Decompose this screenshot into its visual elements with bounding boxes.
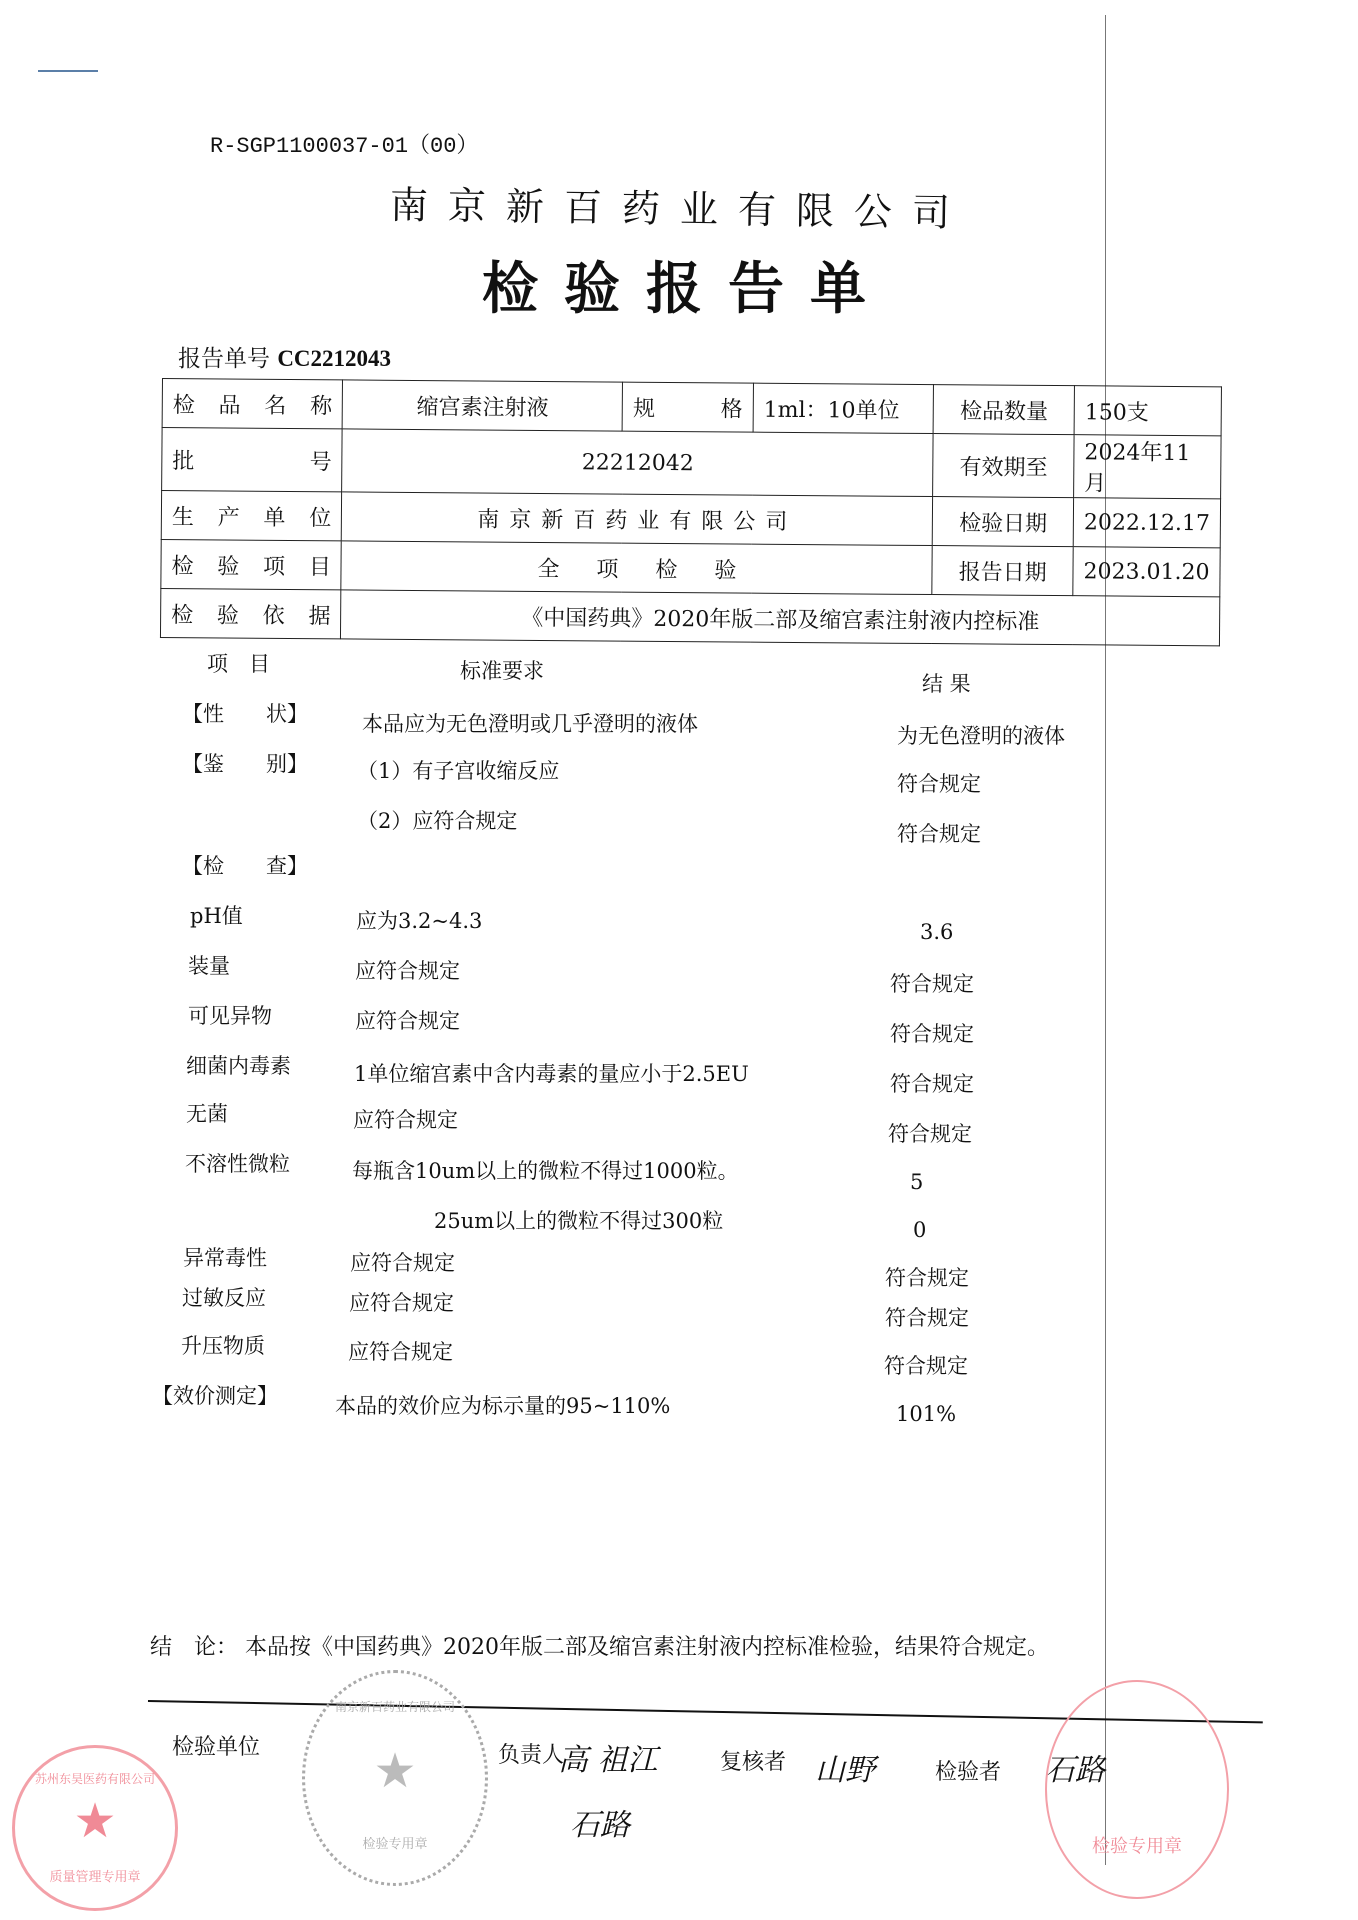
result-value: 符合规定: [885, 1266, 969, 1290]
result-item: 【鉴 别】: [182, 752, 308, 776]
header-result: 结 果: [922, 672, 971, 696]
stamp-bottom-text: 检验专用章: [362, 1837, 428, 1852]
center-gray-stamp: [302, 1670, 488, 1886]
report-number: [178, 340, 391, 373]
table-row: [161, 539, 1220, 596]
result-standard: （1）有子宫收缩反应: [357, 759, 560, 783]
manufacturer-value: 南京新百药业有限公司: [342, 492, 933, 546]
expiry-value: 2024年11月: [1074, 435, 1221, 499]
result-standard: 25um以上的微粒不得过300粒: [434, 1209, 724, 1233]
result-item: 异常毒性: [183, 1246, 267, 1270]
page-title: 检验报告单: [482, 256, 892, 322]
reviewer-label: 复核者: [720, 1750, 787, 1775]
test-date-value: 2022.12.17: [1073, 498, 1220, 548]
report-number-label: 报告单号: [178, 346, 270, 372]
info-table: [160, 378, 1222, 646]
test-item-value: 全 项 检 验: [341, 541, 932, 595]
left-red-stamp: [12, 1745, 178, 1911]
result-value: 符合规定: [890, 1072, 974, 1096]
result-value: 为无色澄明的液体: [897, 724, 1065, 748]
result-standard: 本品的效价应为标示量的95~110%: [335, 1394, 671, 1418]
scan-fold-line: [1105, 15, 1106, 1865]
result-value: 101%: [896, 1402, 957, 1426]
stamp-top-text: 南京新百药业有限公司: [334, 1700, 455, 1714]
responsible-label: 负责人: [498, 1743, 565, 1768]
company-name: 南京新百药业有限公司: [389, 182, 971, 236]
spec-value: 1ml：10单位: [753, 383, 934, 433]
result-standard: 每瓶含10um以上的微粒不得过1000粒。: [352, 1159, 739, 1183]
report-date-label: 报告日期: [932, 546, 1073, 596]
test-item-label: 检验项目: [161, 539, 342, 589]
result-item: 【性 状】: [182, 702, 308, 726]
table-row: [162, 428, 1221, 499]
pen-mark: [38, 58, 98, 72]
stamp-bottom-text: 质量管理专用章: [49, 1870, 141, 1885]
result-value: 符合规定: [890, 1022, 974, 1046]
table-row: [162, 379, 1221, 436]
result-value: 符合规定: [890, 972, 974, 996]
responsible-signature: 高 祖江: [558, 1743, 658, 1778]
result-standard: 应符合规定: [349, 1291, 454, 1315]
expiry-label: 有效期至: [933, 434, 1074, 498]
result-value: 5: [910, 1170, 924, 1194]
result-standard: 应符合规定: [355, 1009, 460, 1033]
result-standard: 应为3.2~4.3: [356, 909, 483, 933]
result-standard: 1单位缩宫素中含内毒素的量应小于2.5EU: [354, 1062, 749, 1086]
result-item: 细菌内毒素: [186, 1054, 291, 1078]
result-standard: 应符合规定: [355, 959, 460, 983]
quantity-value: 150支: [1074, 386, 1221, 436]
result-value: 符合规定: [885, 1306, 969, 1330]
basis-label: 检验依据: [160, 588, 341, 638]
document-code: R-SGP1100037-01（00）: [210, 134, 479, 159]
result-value: 符合规定: [897, 772, 981, 796]
result-item: 升压物质: [181, 1334, 265, 1358]
extra-signature: 石路: [570, 1808, 630, 1843]
reviewer-signature: 山野: [815, 1753, 875, 1788]
spec-label: 规格: [622, 382, 753, 432]
report-number-value: CC2212043: [277, 346, 392, 371]
report-date-value: 2023.01.20: [1073, 547, 1220, 597]
result-standard: （2）应符合规定: [357, 809, 518, 833]
result-item: 装量: [188, 954, 230, 978]
result-item: 不溶性微粒: [185, 1152, 290, 1176]
result-value: 符合规定: [888, 1122, 972, 1146]
header-standard: 标准要求: [460, 659, 544, 683]
right-red-stamp: [1045, 1680, 1229, 1899]
conclusion: [150, 1630, 1049, 1661]
inspector-signature: 石路: [1045, 1753, 1105, 1788]
result-standard: 本品应为无色澄明或几乎澄明的液体: [362, 712, 698, 736]
result-item: 【效价测定】: [152, 1384, 278, 1408]
result-standard: 应符合规定: [350, 1251, 455, 1275]
result-item: 过敏反应: [182, 1286, 266, 1310]
result-item: pH值: [190, 904, 243, 928]
result-value: 符合规定: [884, 1354, 968, 1378]
result-item: 【检 查】: [182, 854, 308, 878]
batch-label: 批号: [162, 428, 343, 492]
result-value: 符合规定: [897, 822, 981, 846]
result-standard: 应符合规定: [353, 1108, 458, 1132]
test-date-label: 检验日期: [933, 497, 1074, 547]
table-row: [161, 491, 1220, 548]
stamp-bottom-text: 检验专用章: [1092, 1836, 1182, 1857]
result-standard: 应符合规定: [348, 1340, 453, 1364]
conclusion-text: 本品按《中国药典》2020年版二部及缩宫素注射液内控标准检验，结果符合规定。: [245, 1635, 1050, 1660]
header-item: 项 目: [207, 652, 270, 676]
product-name-label: 检品名称: [162, 379, 343, 429]
quantity-label: 检品数量: [934, 385, 1075, 435]
batch-value: 22212042: [342, 429, 934, 497]
star-icon: ★: [73, 1793, 117, 1849]
inspector-label: 检验者: [935, 1760, 1002, 1785]
product-name: 缩宫素注射液: [342, 380, 622, 431]
result-value: 3.6: [920, 920, 954, 944]
stamp-top-text: 苏州东昊医药有限公司: [34, 1772, 155, 1786]
result-item: 可见异物: [188, 1004, 272, 1028]
star-icon: ★: [373, 1743, 417, 1799]
result-value: 0: [913, 1218, 927, 1242]
basis-value: 《中国药典》2020年版二部及缩宫素注射液内控标准: [341, 590, 1220, 646]
inspection-unit-label: 检验单位: [172, 1735, 261, 1760]
result-item: 无菌: [186, 1102, 228, 1126]
table-row: [160, 588, 1219, 645]
manufacturer-label: 生产单位: [161, 491, 342, 541]
conclusion-label: 结 论：: [150, 1635, 239, 1660]
